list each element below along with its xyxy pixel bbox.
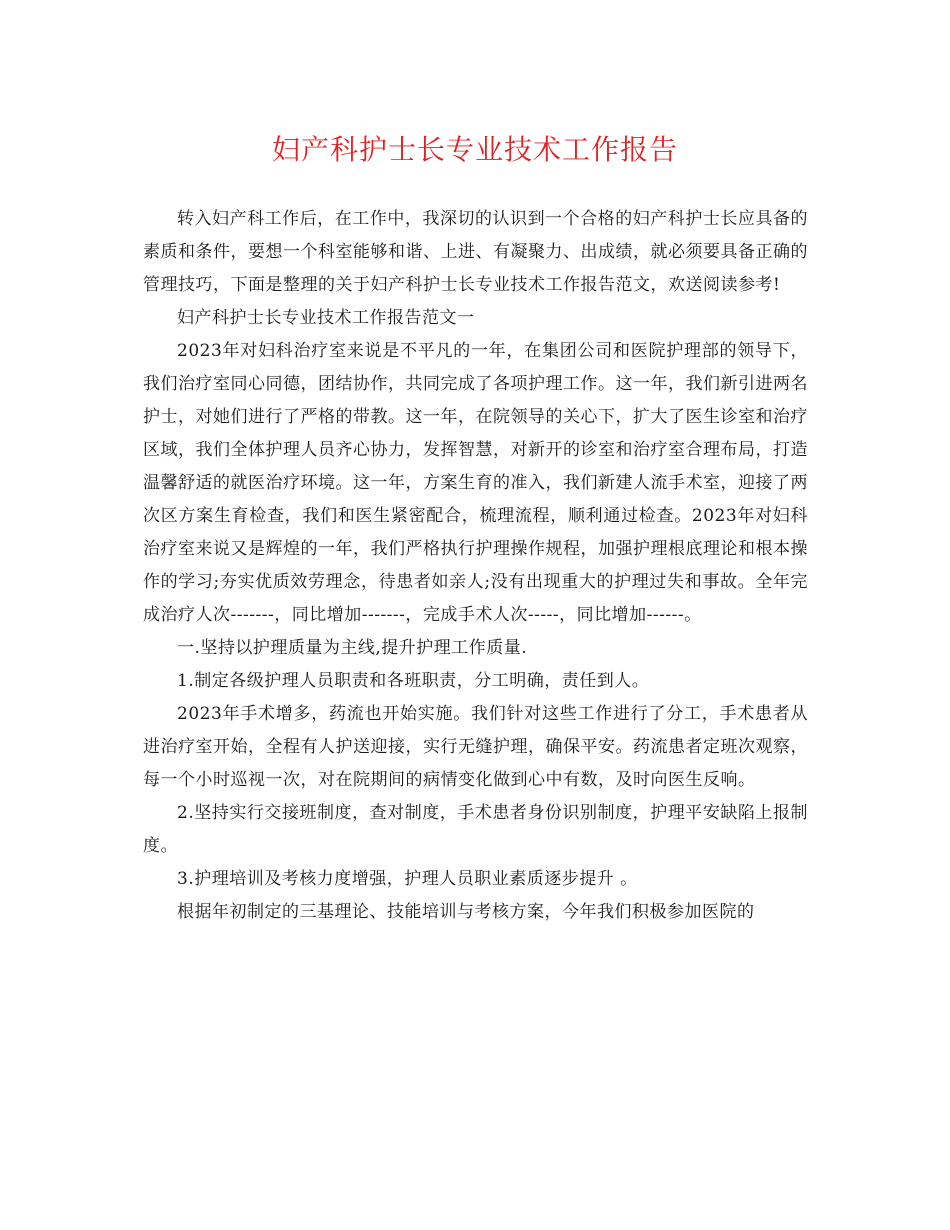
list-item-2: 2.坚持实行交接班制度，查对制度，手术患者身份识别制度，护理平安缺陷上报制度。 bbox=[143, 803, 808, 856]
paragraph-training: 根据年初制定的三基理论、技能培训与考核方案，今年我们积极参加医院的 bbox=[177, 902, 755, 922]
paragraph-subtitle: 妇产科护士长专业技术工作报告范文一 bbox=[177, 308, 475, 328]
document-body bbox=[143, 203, 808, 929]
document-title: 妇产科护士长专业技术工作报告 bbox=[271, 133, 678, 166]
section-heading-1: 一.坚持以护理质量为主线,提升护理工作质量. bbox=[177, 638, 528, 658]
paragraph-surgery: 2023年手术增多，药流也开始实施。我们针对这些工作进行了分工，手术患者从进治疗室开始，全程有人护送迎接，实行无缝护理，确保平安。药流患者定班次观察，每一个小时巡视一次，对在院期间的病情变化做到心中有数，及时向医生反响。 bbox=[143, 704, 808, 790]
paragraph-intro: 转入妇产科工作后，在工作中，我深切的认识到一个合格的妇产科护士长应具备的素质和条件，要想一个科室能够和谐、上进、有凝聚力、出成绩，就必须要具备正确的管理技巧，下面是整理的关于妇产科护士长专业技术工作报告范文，欢送阅读参考! bbox=[143, 209, 808, 295]
list-item-1: 1.制定各级护理人员职责和各班职责，分工明确，责任到人。 bbox=[177, 671, 650, 691]
paragraph-summary: 2023年对妇科治疗室来说是不平凡的一年，在集团公司和医院护理部的领导下，我们治疗室同心同德，团结协作，共同完成了各项护理工作。这一年，我们新引进两名护士，对她们进行了严格的带教。这一年，在院领导的关心下，扩大了医生诊室和治疗区域，我们全体护理人员齐心协力，发挥智慧，对新开的诊室和治疗室合理布局，打造温馨舒适的就医治疗环境。这一年，方案生育的准入，我们新建人流手术室，迎接了两次区方案生育检查，我们和医生紧密配合，梳理流程，顺利通过检查。2023年对妇科治疗室来说又是辉煌的一年，我们严格执行护理操作规程，加强护理根底理论和根本操作的学习;夯实优质效劳理念，待患者如亲人;没有出现重大的护理过失和事故。全年完成治疗人次-------，同比增加-------，完成手术人次-----，同比增加------。 bbox=[143, 341, 808, 625]
list-item-3: 3.护理培训及考核力度增强，护理人员职业素质逐步提升 。 bbox=[177, 869, 638, 889]
